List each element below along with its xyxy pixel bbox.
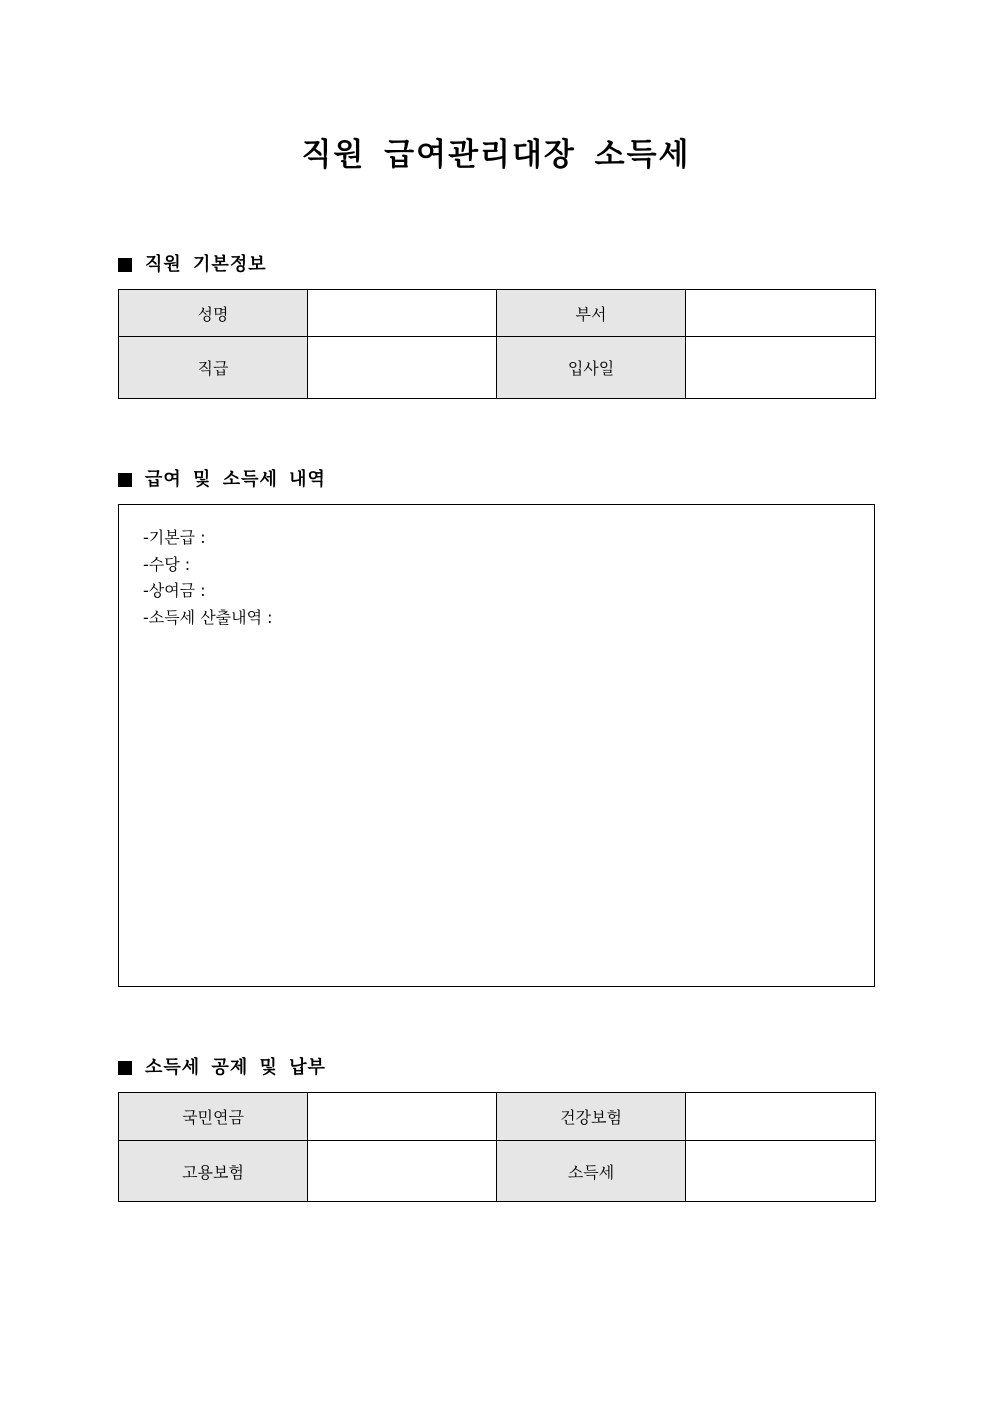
national-pension-label: 국민연금 — [119, 1093, 308, 1141]
base-salary-line: -기본급 : — [143, 528, 206, 547]
section-heading-salary-details — [118, 468, 326, 492]
document-title: 직원 급여관리대장 소득세 — [301, 137, 691, 173]
square-bullet-icon — [118, 473, 132, 487]
name-label: 성명 — [119, 290, 308, 337]
section-heading-deductions — [118, 1056, 326, 1080]
section-heading-text: 소득세 공제 및 납부 — [145, 1057, 326, 1078]
health-insurance-field[interactable] — [686, 1093, 876, 1141]
employment-insurance-field[interactable] — [308, 1141, 497, 1202]
health-insurance-label: 건강보험 — [497, 1093, 686, 1141]
position-field[interactable] — [308, 337, 497, 399]
table-row — [119, 337, 876, 399]
basic-info-table — [118, 289, 876, 399]
hire-date-field[interactable] — [686, 337, 876, 399]
deductions-table — [118, 1092, 876, 1202]
income-tax-label: 소득세 — [497, 1141, 686, 1202]
salary-details-box[interactable] — [118, 504, 875, 987]
square-bullet-icon — [118, 1061, 132, 1075]
square-bullet-icon — [118, 258, 132, 272]
department-label: 부서 — [497, 290, 686, 337]
national-pension-field[interactable] — [308, 1093, 497, 1141]
salary-details-lines — [143, 525, 273, 631]
name-field[interactable] — [308, 290, 497, 337]
table-row — [119, 1093, 876, 1141]
table-row — [119, 290, 876, 337]
employment-insurance-label: 고용보험 — [119, 1141, 308, 1202]
department-field[interactable] — [686, 290, 876, 337]
section-heading-basic-info — [118, 253, 267, 277]
section-heading-text: 직원 기본정보 — [145, 254, 267, 275]
table-row — [119, 1141, 876, 1202]
position-label: 직급 — [119, 337, 308, 399]
income-tax-calculation-line: -소득세 산출내역 : — [143, 607, 273, 627]
allowance-line: -수당 : — [143, 554, 191, 574]
hire-date-label: 입사일 — [497, 337, 686, 399]
income-tax-field[interactable] — [686, 1141, 876, 1202]
bonus-line: -상여금 : — [143, 581, 206, 600]
section-heading-text: 급여 및 소득세 내역 — [145, 469, 326, 490]
